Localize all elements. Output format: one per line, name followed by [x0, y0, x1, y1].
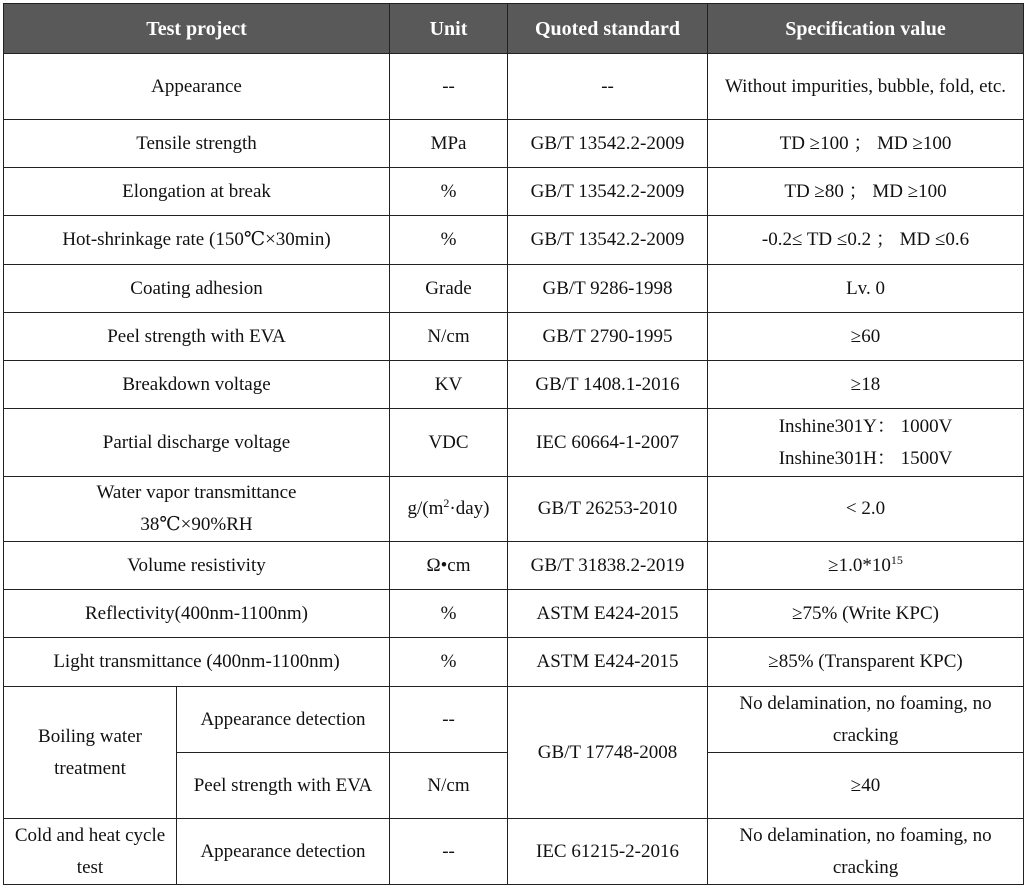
cell-item: Breakdown voltage: [4, 361, 390, 409]
cell-unit: %: [390, 638, 508, 687]
cell-item-line: Water vapor transmittance: [96, 482, 297, 503]
cell-spec: ≥60: [708, 313, 1024, 361]
cell-item: Appearance: [4, 54, 390, 120]
table-row: [4, 409, 1024, 477]
cell-unit: --: [390, 819, 508, 885]
table-row: [4, 168, 1024, 216]
cell-item: Appearance detection: [177, 687, 390, 753]
header-row: [4, 4, 1024, 54]
cell-item: Light transmittance (400nm-1100nm): [4, 638, 390, 687]
unit-superscript: 2: [443, 496, 450, 510]
header-test-project: Test project: [4, 4, 390, 54]
cell-item: Appearance detection: [177, 819, 390, 885]
cell-unit: %: [390, 168, 508, 216]
cell-unit: %: [390, 590, 508, 638]
cell-standard: GB/T 17748-2008: [508, 687, 708, 819]
cell-spec-line: Inshine301Y： 1000V: [778, 415, 953, 437]
cell-spec: ≥40: [708, 753, 1024, 819]
cell-standard: IEC 61215-2-2016: [508, 819, 708, 885]
cell-unit: MPa: [390, 120, 508, 168]
cell-item: Peel strength with EVA: [4, 313, 390, 361]
cell-unit: Grade: [390, 265, 508, 313]
cell-unit: KV: [390, 361, 508, 409]
cell-spec: [708, 542, 1024, 590]
cell-standard: GB/T 13542.2-2009: [508, 120, 708, 168]
cell-unit: N/cm: [390, 313, 508, 361]
cell-standard: GB/T 1408.1-2016: [508, 361, 708, 409]
cell-item: Reflectivity(400nm-1100nm): [4, 590, 390, 638]
cell-spec: Lv. 0: [708, 265, 1024, 313]
table-row: [4, 542, 1024, 590]
table-row: [4, 265, 1024, 313]
cell-item: Coating adhesion: [4, 265, 390, 313]
cell-spec: No delamination, no foaming, no cracking: [708, 819, 1024, 885]
cell-spec: No delamination, no foaming, no cracking: [708, 687, 1024, 753]
cell-unit: N/cm: [390, 753, 508, 819]
cell-spec: ≥85% (Transparent KPC): [708, 638, 1024, 687]
cell-standard: ASTM E424-2015: [508, 638, 708, 687]
specification-table: [3, 3, 1024, 885]
cell-standard: GB/T 9286-1998: [508, 265, 708, 313]
spec-text: ≥1.0*10: [828, 554, 891, 576]
cell-group: Boiling water treatment: [4, 687, 177, 819]
cell-spec: ≥75% (Write KPC): [708, 590, 1024, 638]
cell-standard: GB/T 26253-2010: [508, 477, 708, 542]
table-row: [4, 477, 1024, 542]
cell-item: Hot-shrinkage rate (150℃×30min): [4, 216, 390, 265]
cell-standard: --: [508, 54, 708, 120]
cell-unit: [390, 477, 508, 542]
cell-item: Volume resistivity: [4, 542, 390, 590]
cell-spec: TD ≥80 ； MD ≥100: [708, 168, 1024, 216]
cell-standard: GB/T 2790-1995: [508, 313, 708, 361]
table-row: [4, 590, 1024, 638]
cell-spec: -0.2≤ TD ≤0.2 ； MD ≤0.6: [708, 216, 1024, 265]
table-row: [4, 361, 1024, 409]
cell-item-line: 38℃×90%RH: [140, 514, 253, 535]
cell-spec: TD ≥100 ； MD ≥100: [708, 120, 1024, 168]
unit-text: g/(m: [407, 498, 444, 519]
header-specification-value: Specification value: [708, 4, 1024, 54]
table-row: [4, 313, 1024, 361]
cell-standard: GB/T 13542.2-2009: [508, 168, 708, 216]
cell-unit: --: [390, 54, 508, 120]
header-quoted-standard: Quoted standard: [508, 4, 708, 54]
header-unit: Unit: [390, 4, 508, 54]
cell-item: [4, 477, 390, 542]
cell-standard: IEC 60664-1-2007: [508, 409, 708, 477]
cell-unit: VDC: [390, 409, 508, 477]
cell-group: Cold and heat cycle test: [4, 819, 177, 885]
cell-standard: GB/T 31838.2-2019: [508, 542, 708, 590]
unit-text: ·day): [449, 498, 490, 519]
spec-superscript: 15: [890, 552, 903, 567]
cell-unit: --: [390, 687, 508, 753]
cell-standard: GB/T 13542.2-2009: [508, 216, 708, 265]
cell-item: Peel strength with EVA: [177, 753, 390, 819]
cell-standard: ASTM E424-2015: [508, 590, 708, 638]
table-row: [4, 216, 1024, 265]
cell-unit: %: [390, 216, 508, 265]
cell-spec-line: Inshine301H： 1500V: [778, 447, 953, 469]
cell-item: Partial discharge voltage: [4, 409, 390, 477]
cell-unit: Ω•cm: [390, 542, 508, 590]
cell-spec: < 2.0: [708, 477, 1024, 542]
cell-item: Tensile strength: [4, 120, 390, 168]
cell-spec: Without impurities, bubble, fold, etc.: [708, 54, 1024, 120]
table-row: [4, 638, 1024, 687]
table-row: [4, 819, 1024, 885]
cell-spec: [708, 409, 1024, 477]
cell-spec: ≥18: [708, 361, 1024, 409]
table-row: [4, 687, 1024, 753]
cell-item: Elongation at break: [4, 168, 390, 216]
table-row: [4, 120, 1024, 168]
table-row: [4, 54, 1024, 120]
